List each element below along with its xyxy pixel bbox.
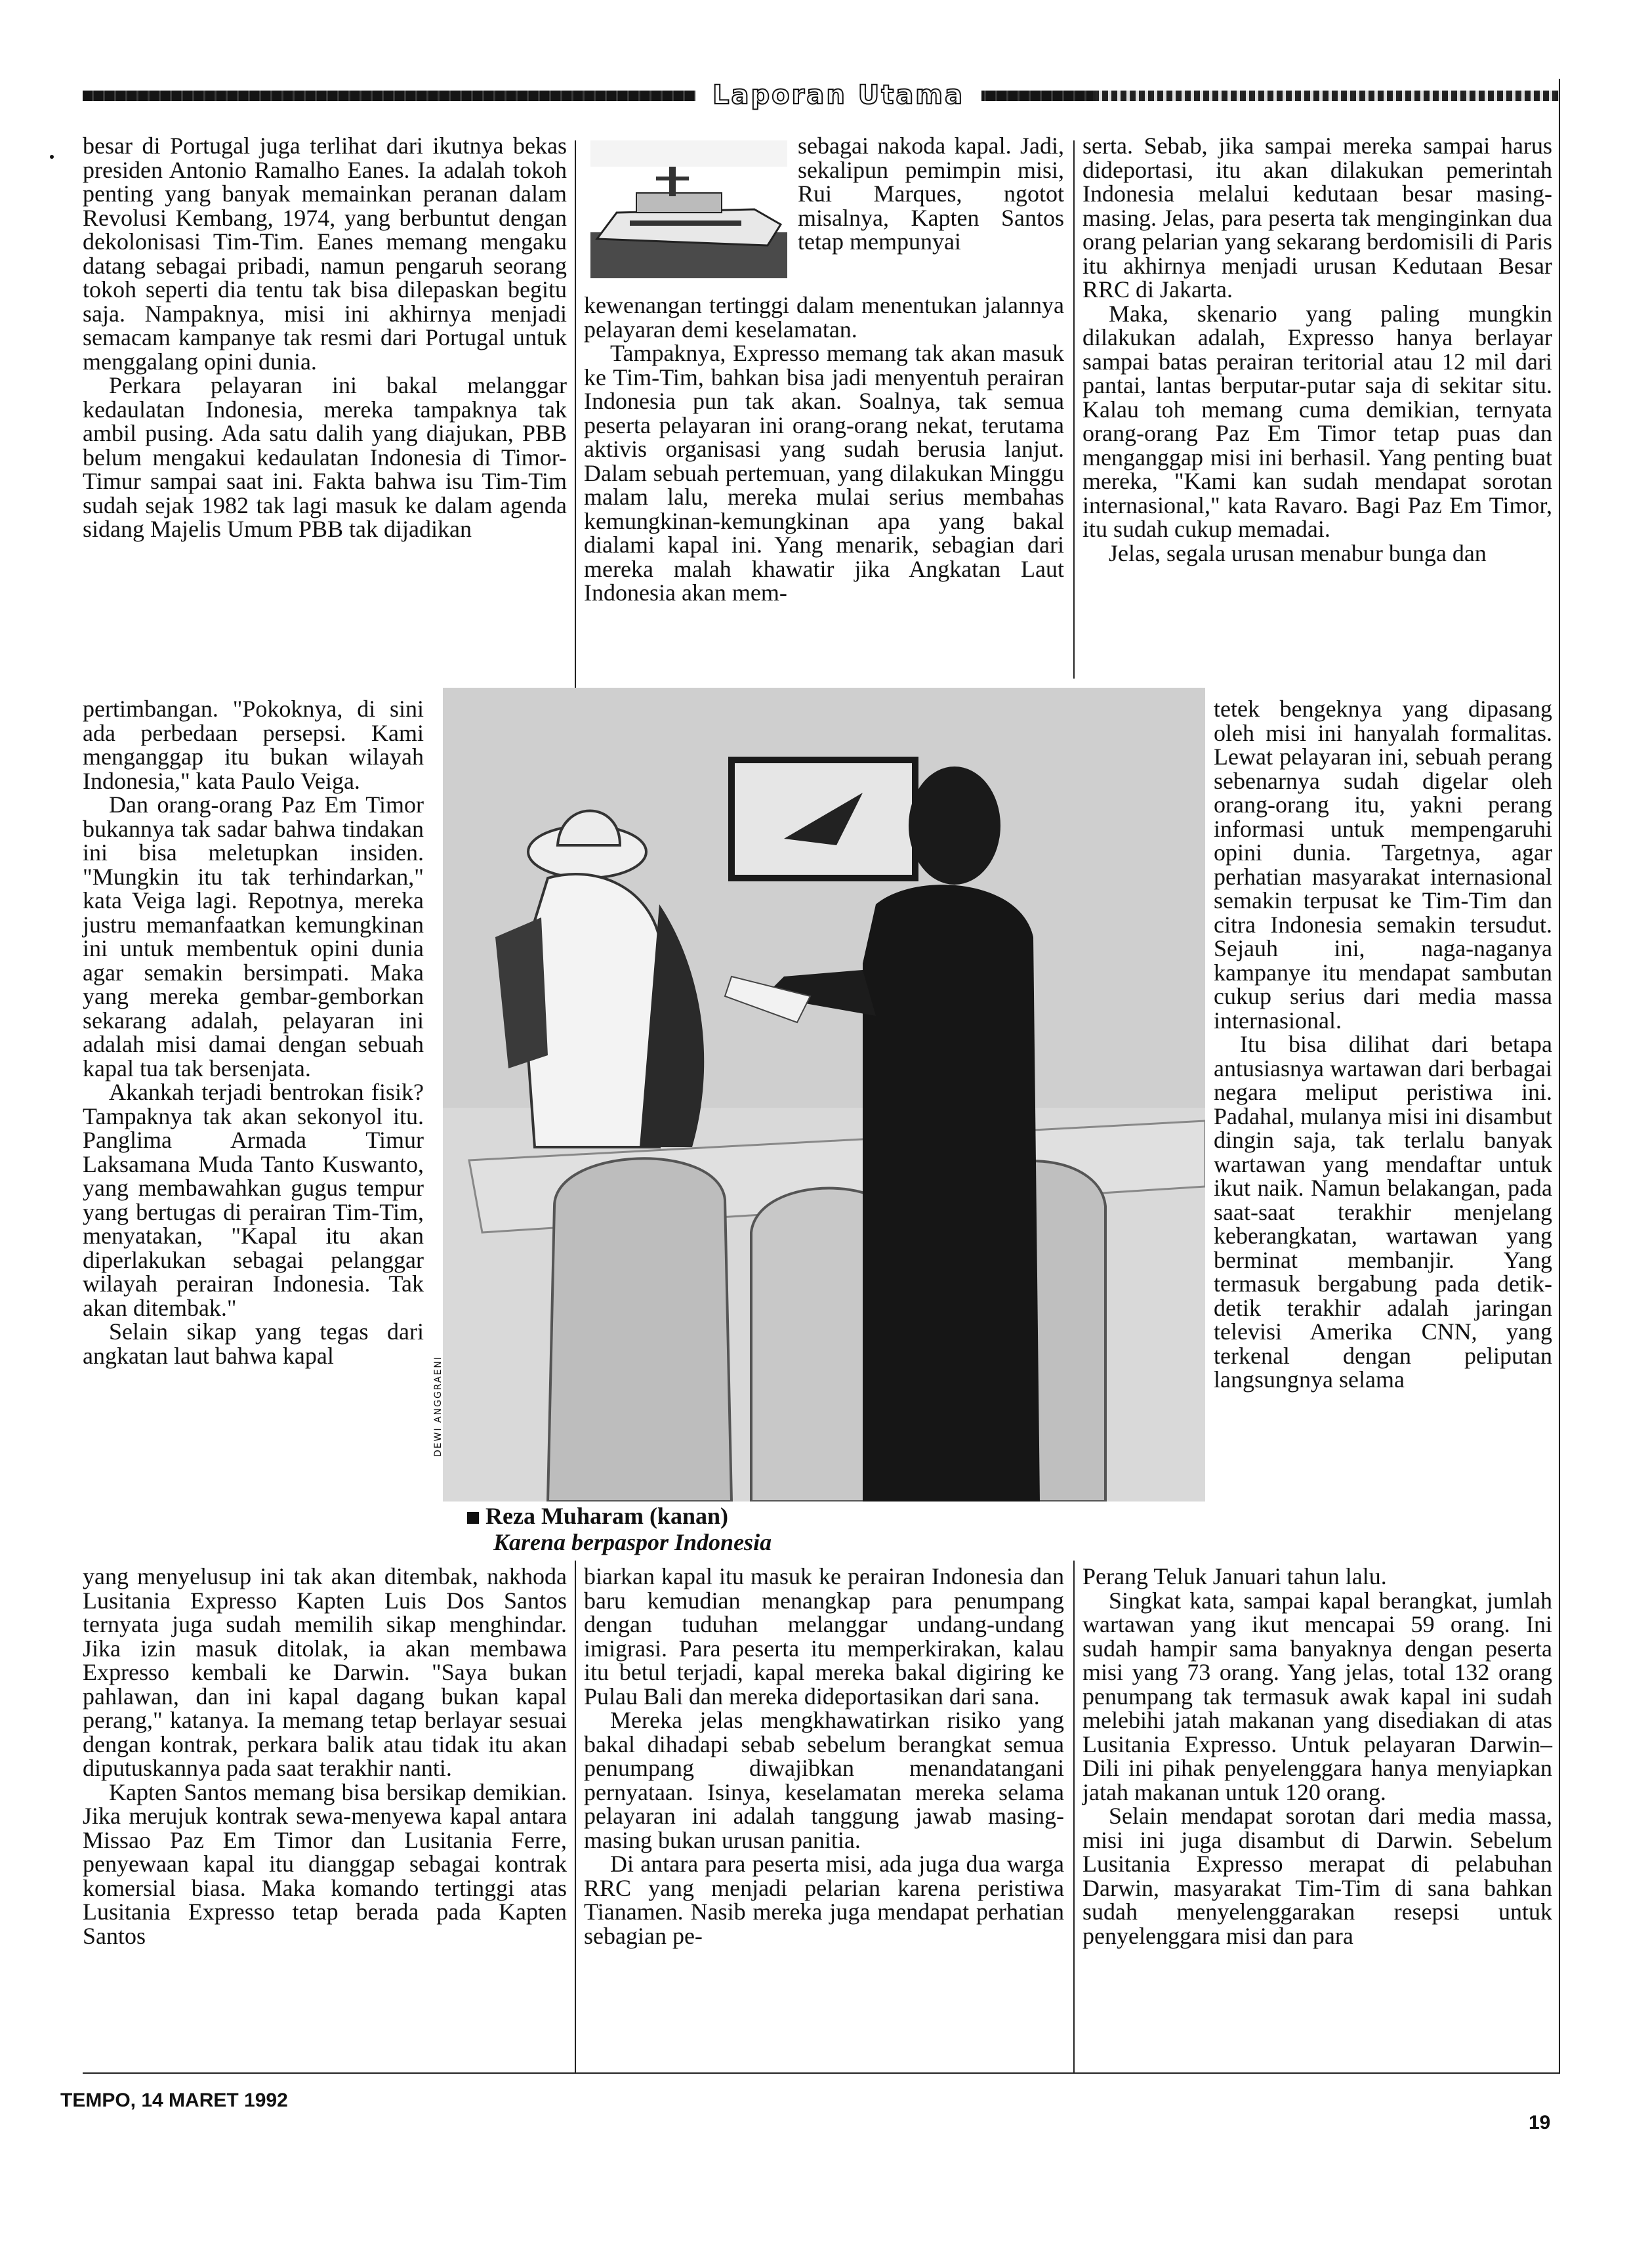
margin-dot bbox=[50, 155, 54, 159]
paragraph: Perkara pelayaran ini bakal melanggar kedaulatan Indonesia, mereka tampaknya tak ambil pusing. Ada satu dalih yang diajukan, PBB belum mengakui kedaulatan Indonesia di Timor-Timur sampai saat ini. Fakta bahwa isu Tim-Tim sudah sejak 1982 tak lagi masuk ke dalam agenda sidang Majelis Umum PBB tak dijadikan bbox=[83, 372, 567, 542]
photo-credit: DEWI ANGGRAENI bbox=[433, 1356, 443, 1457]
column-1-upper bbox=[83, 134, 567, 541]
ship-photo bbox=[590, 140, 787, 278]
issue-label: TEMPO, 14 MARET 1992 bbox=[60, 2090, 288, 2111]
main-photo bbox=[443, 688, 1205, 1502]
paragraph: Akankah terjadi bentrokan fisik? Tampaknya tak akan sekonyol itu. Panglima Armada Timur Laksamana Muda Tanto Kuswanto, yang membawahkan gugus tempur yang bertugas di perairan Tim-Tim, menyatakan, "Kapal itu akan diperlakukan sebagai pelanggar wilayah perairan Indonesia. Tak akan ditembak." bbox=[83, 1079, 424, 1321]
caption-name: Reza Muharam (kanan) bbox=[485, 1503, 728, 1529]
column-rule-2-top bbox=[1073, 140, 1075, 679]
paragraph: besar di Portugal juga terlihat dari ikutnya bekas presiden Antonio Ramalho Eanes. Ia adalah tokoh penting yang banyak memainkan peranan dalam Revolusi Kembang, 1974, yang berbuntut dengan dekolonisasi Tim-Tim. Eanes memang mengaku datang sebagai pribadi, namun pengaruh seorang tokoh seperti dia tentu tak bisa dilepaskan begitu saja. Nampaknya, misi ini akhirnya menjadi semacam kampanye tak resmi dari Portugal untuk menggalang opini dunia. bbox=[83, 133, 567, 375]
column-2-upper bbox=[584, 293, 1064, 605]
paragraph: serta. Sebab, jika sampai mereka sampai harus dideportasi, itu akan dilakukan pemerintah Indonesia melalui kedutaan besar masing-masing. Jelas, para peserta tak menginginkan dua orang pelarian yang sekarang berdomisili di Paris itu akhirnya menjadi urusan Kedutaan Besar RRC di Jakarta. bbox=[1082, 133, 1552, 303]
column-2-lower bbox=[584, 1564, 1064, 1948]
paragraph: Selain sikap yang tegas dari angkatan laut bahwa kapal bbox=[83, 1318, 424, 1369]
section-header bbox=[83, 79, 1559, 112]
paragraph: Dan orang-orang Paz Em Timor bukannya tak sadar bahwa tindakan ini bisa meletupkan insiden. "Mungkin itu tak terhindarkan," kata Veiga lagi. Repotnya, mereka justru memanfaatkan kemungkinan ini untuk membentuk opini dunia agar semakin bersimpati. Maka yang mereka gembar-gemborkan sekarang adalah, pelayaran ini adalah misi damai dengan sebuah kapal tua tak bersenjata. bbox=[83, 791, 424, 1082]
paragraph: Jelas, segala urusan menabur bunga dan bbox=[1109, 539, 1487, 566]
paragraph: Perang Teluk Januari tahun lalu. bbox=[1082, 1563, 1387, 1589]
column-1-lower bbox=[83, 1564, 567, 1948]
column-rule-1-top bbox=[575, 140, 576, 698]
paragraph: Selain mendapat sorotan dari media massa, misi ini juga disambut di Darwin. Sebelum Lusitania Expresso merapat di pelabuhan Darwin, masyarakat Tim-Tim di sana bahkan sudah menyelenggarakan resepsi untuk penyelenggara misi dan para bbox=[1082, 1803, 1552, 1949]
column-3-upper bbox=[1082, 134, 1552, 565]
column-2-beside-photo bbox=[798, 134, 1064, 254]
caption-text: Karena berpaspor Indonesia bbox=[493, 1529, 772, 1555]
photo-caption bbox=[467, 1503, 861, 1555]
paragraph: pertimbangan. "Pokoknya, di sini ada perbedaan persepsi. Kami menganggap itu bukan wilayah Indonesia," kata Paulo Veiga. bbox=[83, 696, 424, 794]
footer-rule bbox=[83, 2072, 1559, 2074]
paragraph: Di antara para peserta misi, ada juga dua warga RRC yang menjadi pelarian karena peristiwa Tianamen. Nasib mereka juga mendapat perhatian sebagian pe- bbox=[584, 1851, 1064, 1949]
paragraph: kewenangan tertinggi dalam menentukan jalannya pelayaran demi keselamatan. bbox=[584, 292, 1064, 343]
page-rule-right bbox=[1559, 79, 1560, 2074]
column-1-narrow bbox=[83, 697, 424, 1368]
ship-illustration bbox=[590, 140, 787, 278]
header-rule-right bbox=[1093, 91, 1559, 101]
photo-illustration bbox=[443, 688, 1205, 1502]
paragraph: sebagai nakoda kapal. Jadi, sekalipun pemimpin misi, Rui Marques, ngotot misalnya, Kapten Santos tetap mempunyai bbox=[798, 133, 1064, 255]
paragraph: Tampaknya, Expresso memang tak akan masuk ke Tim-Tim, bahkan bisa jadi menyentuh perairan Indonesia pun tak akan. Soalnya, tak semua peserta pelayaran ini orang-orang nekat, terutama aktivis organisasi yang sudah berusia lanjut. Dalam sebuah pertemuan, yang dilakukan Minggu malam lalu, mereka mulai serius membahas kemungkinan-kemungkinan apa yang bakal dialami kapal ini. Yang menarik, sebagian dari mereka malah khawatir jika Angkatan Laut Indonesia akan mem- bbox=[584, 340, 1064, 606]
caption-bullet bbox=[467, 1512, 479, 1524]
paragraph: Maka, skenario yang paling mungkin dilakukan adalah, Expresso hanya berlayar sampai batas perairan teritorial atau 12 mil dari pantai, lantas berputar-putar saja di sekitar situ. Kalau toh memang cuma demikian, ternyata orang-orang Paz Em Timor tetap puas dan menganggap misi ini berhasil. Yang penting buat mereka, "Kami kan sudah mendapat sorotan internasional," kata Ravaro. Bagi Paz Em Timor, itu sudah cukup memadai. bbox=[1082, 300, 1552, 542]
paragraph: biarkan kapal itu masuk ke perairan Indonesia dan baru kemudian menangkap para penumpang dengan tuduhan melanggar undang-undang imigrasi. Para peserta itu memperkirakan, kalau itu betul terjadi, kapal mereka bakal digiring ke Pulau Bali dan mereka dideportasikan dari sana. bbox=[584, 1563, 1064, 1710]
paragraph: Kapten Santos memang bisa bersikap demikian. Jika merujuk kontrak sewa-menyewa kapal antara Missao Paz Em Timor dan Lusitania Ferre, penyewaan kapal itu dianggap sebagai kontrak komersial biasa. Maka komando tertinggi atas Lusitania Expresso tetap berada pada Kapten Santos bbox=[83, 1778, 567, 1949]
section-title: Laporan Utama bbox=[695, 79, 981, 112]
paragraph: Itu bisa dilihat dari betapa antusiasnya wartawan dari berbagai negara meliput peristiwa ini. Padahal, mulanya misi ini disambut dingin saja, tak terlalu banyak wartawan yang mendaftar untuk ikut naik. Namun belakangan, pada saat-saat terakhir menjelang keberangkatan, wartawan yang berminat membanjir. Yang termasuk bergabung pada detik-detik terakhir adalah jaringan televisi Amerika CNN, yang terkenal dengan peliputan langsungnya selama bbox=[1214, 1031, 1552, 1393]
paragraph: tetek bengeknya yang dipasang oleh misi ini hanyalah formalitas. Lewat pelayaran ini, sebuah perang sebenarnya sudah digelar oleh orang-orang itu, yakni perang informasi untuk mempengaruhi opini dunia. Targetnya, agar perhatian masyarakat internasional semakin terpusat ke Tim-Tim dan citra Indonesia semakin tersudut. Sejauh ini, naga-naganya kampanye itu mendapat sambutan cukup serius dari media massa internasional. bbox=[1214, 696, 1552, 1034]
column-rule-2-bottom bbox=[1073, 1561, 1075, 2072]
paragraph: yang menyelusup ini tak akan ditembak, nakhoda Lusitania Expresso Kapten Luis Dos Santos ternyata juga sudah memilih sikap menghindar. Jika izin masuk ditolak, ia akan membawa Expresso kembali ke Darwin. "Saya bukan pahlawan, dan ini kapal dagang bukan kapal perang," katanya. Ia memang tetap berlayar sesuai dengan kontrak, perkara balik atau tidak itu akan diputuskannya pada saat terakhir nanti. bbox=[83, 1563, 567, 1781]
paragraph: Mereka jelas mengkhawatirkan risiko yang bakal dihadapi sebab sebelum berangkat semua penumpang diwajibkan menandatangani pernyataan. Isinya, keselamatan mereka selama pelayaran ini adalah tanggung jawab masing-masing bukan urusan panitia. bbox=[584, 1707, 1064, 1853]
page-number: 19 bbox=[1529, 2112, 1551, 2133]
column-3-lower bbox=[1082, 1564, 1552, 1948]
column-rule-1-bottom bbox=[575, 1561, 576, 2072]
column-3-narrow bbox=[1214, 697, 1552, 1392]
paragraph: Singkat kata, sampai kapal berangkat, jumlah wartawan yang ikut mencapai 59 orang. Ini sudah hampir sama banyaknya dengan peserta misi yang 73 orang. Yang jelas, total 132 orang penumpang tak termasuk awak kapal ini sudah melebihi jatah makanan yang disediakan di atas Lusitania Expresso. Untuk pelayaran Darwin–Dili ini pihak penyelenggara hanya menyiapkan jatah makanan untuk 120 orang. bbox=[1082, 1587, 1552, 1805]
